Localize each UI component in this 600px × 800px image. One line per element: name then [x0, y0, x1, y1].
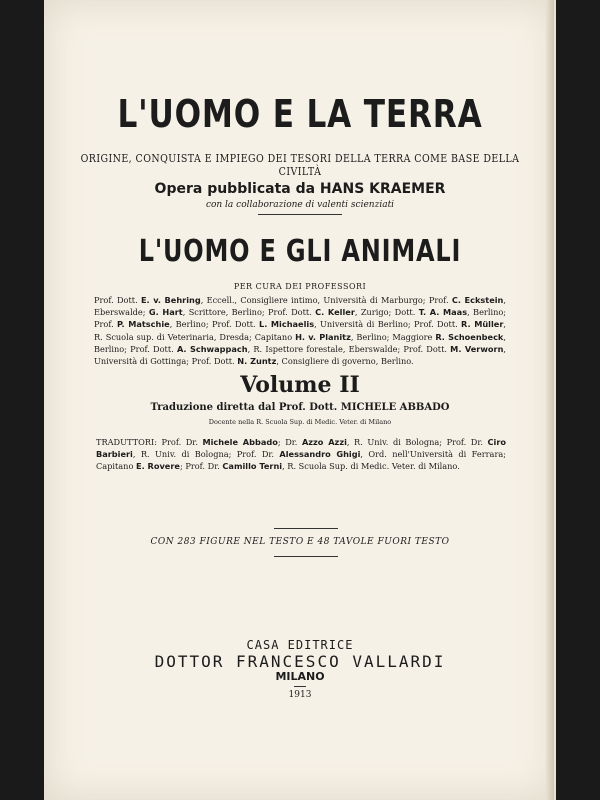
contributor-title: Maggiore [392, 331, 436, 342]
collaboration-note: con la collaborazione di valenti scienziati [205, 200, 395, 210]
contributor-affiliation: ; [277, 437, 286, 447]
book-page [44, 0, 556, 800]
subject-title: L'UOMO E GLI ANIMALI [138, 234, 462, 269]
contributor-title: Prof. Dott. [94, 295, 141, 305]
contributor-affiliation: , R. Ispettore forestale, Eberswalde; [247, 343, 404, 354]
translators-list [96, 436, 506, 473]
contributor-name: H. v. Planitz [295, 331, 351, 342]
contributor-entry [192, 356, 414, 366]
contributor-name: Alessandro Ghigi [279, 449, 361, 460]
contributor-entry [162, 437, 286, 447]
contributor-name: A. Schwappach [176, 343, 248, 354]
contributor-affiliation: , R. Univ. di Bologna; [346, 437, 447, 447]
divider-rule [274, 556, 338, 557]
contributor-name: C. Keller [315, 307, 355, 318]
contributor-name: T. A. Maas [418, 307, 468, 318]
contributor-affiliation: , Berlino; [94, 331, 506, 354]
divider-rule [294, 686, 306, 687]
contributor-entry [237, 449, 506, 459]
publisher-name: DOTTOR FRANCESCO VALLARDI [154, 652, 446, 671]
contributor-title: Prof. Dott. [268, 307, 316, 318]
contributor-name: N. Zuntz [237, 356, 277, 367]
contributor-entry [268, 307, 395, 317]
contributor-affiliation: , Zurigo; [354, 307, 395, 318]
contributor-affiliation: , Eccell., Consigliere intimo, Università di Marburgo; [200, 295, 429, 305]
contributor-affiliation: , R. Scuola Sup. di Medic. Veter. di Milano. [282, 461, 460, 472]
contributor-entry [285, 437, 446, 447]
contributor-title: Capitano [254, 331, 296, 342]
publication-credit: Opera pubblicata da HANS KRAEMER [154, 181, 446, 197]
contributor-name: M. Verworn [450, 343, 504, 354]
book-subtitle: ORIGINE, CONQUISTA E IMPIEGO DEI TESORI DELLA TERRA COME BASE DELLA CIVILTÀ [80, 152, 520, 178]
contributor-affiliation: , Università di Gottinga; [94, 343, 507, 367]
figure-note: CON 283 FIGURE NEL TESTO E 48 TAVOLE FUORI TESTO [150, 537, 450, 547]
contributor-entry [212, 319, 414, 329]
contributor-title: Prof. Dr. [236, 449, 280, 460]
contributor-affiliation: , Berlino; [169, 319, 212, 330]
contributor-title: Capitano [96, 461, 136, 472]
publisher-city: MILANO [275, 670, 325, 683]
contributor-affiliation: , R. Scuola sup. di Veterinaria, Dresda; [94, 319, 506, 342]
contributor-entry [94, 319, 212, 329]
contributor-name: R. Schoenbeck [435, 331, 504, 342]
contributor-affiliation: ; [179, 461, 186, 472]
contributor-affiliation: , Ord. nell'Università di Ferrara; [360, 449, 506, 460]
volume-title: Volume II [240, 372, 360, 398]
contributor-name: Camillo Terni [222, 461, 283, 472]
professors-list [94, 294, 506, 367]
contributor-name: G. Hart [148, 307, 183, 318]
contributor-name: R. Müller [461, 319, 504, 330]
contributor-title: Dr. [285, 437, 302, 447]
contributor-title: Prof. Dott. [211, 319, 259, 330]
contributor-entry [94, 295, 429, 305]
contributor-title: Prof. Dr. [161, 437, 203, 447]
contributor-entry [130, 344, 403, 354]
contributor-name: C. Eckstein [451, 295, 504, 305]
contributor-name: Azzo Azzi [301, 437, 347, 447]
translators-label: TRADUTTORI: [96, 437, 162, 447]
contributor-title: Prof. [94, 319, 118, 330]
translation-credit: Traduzione diretta dal Prof. Dott. MICHELE ABBADO [150, 402, 450, 413]
contributor-entry [395, 307, 506, 317]
contributor-affiliation: , R. Univ. di Bologna; [132, 449, 237, 460]
contributor-title: Prof. Dott. [414, 319, 462, 330]
page-edge [546, 0, 554, 800]
translator-affiliation: Docente nella R. Scuola Sup. di Medic. Veter. di Milano [208, 418, 392, 426]
divider-rule [274, 528, 338, 529]
contributor-name: E. Rovere [135, 461, 180, 472]
contributor-affiliation: , Berlino; [350, 331, 393, 342]
contributor-affiliation: , Consigliere di governo, Berlino. [276, 356, 414, 367]
contributor-name: Ciro Barbieri [96, 437, 507, 460]
contributor-entry [185, 461, 460, 471]
contributor-title: Prof. [428, 295, 452, 305]
divider-rule [258, 214, 342, 215]
publication-year: 1913 [288, 690, 312, 700]
contributor-entry [149, 307, 268, 317]
contributor-name: E. v. Behring [140, 295, 201, 305]
contributor-title: Prof. Dr. [185, 461, 223, 472]
contributor-title: Prof. Dott. [130, 343, 177, 354]
contributor-affiliation: , Università di Berlino; [314, 319, 415, 330]
contributor-title: Prof. Dr. [446, 437, 488, 447]
contributor-name: P. Matschie [117, 319, 170, 330]
contributor-entry [255, 332, 393, 342]
contributor-affiliation: , Scrittore, Berlino; [182, 307, 269, 318]
contributor-name: Michele Abbado [202, 437, 278, 447]
publisher-house-label: CASA EDITRICE [246, 638, 354, 652]
contributor-title: Prof. Dott. [191, 356, 238, 367]
book-title: L'UOMO E LA TERRA [117, 92, 483, 136]
contributor-affiliation: , Eberswalde; [94, 295, 506, 318]
contributor-entry [96, 461, 185, 471]
per-cura-label: PER CURA DEI PROFESSORI [233, 282, 367, 291]
contributor-title: Dott. [394, 307, 419, 318]
contributor-name: L. Michaelis [258, 319, 315, 330]
contributor-title: Prof. Dott. [403, 343, 451, 354]
contributor-affiliation: , Berlino; [467, 307, 507, 318]
